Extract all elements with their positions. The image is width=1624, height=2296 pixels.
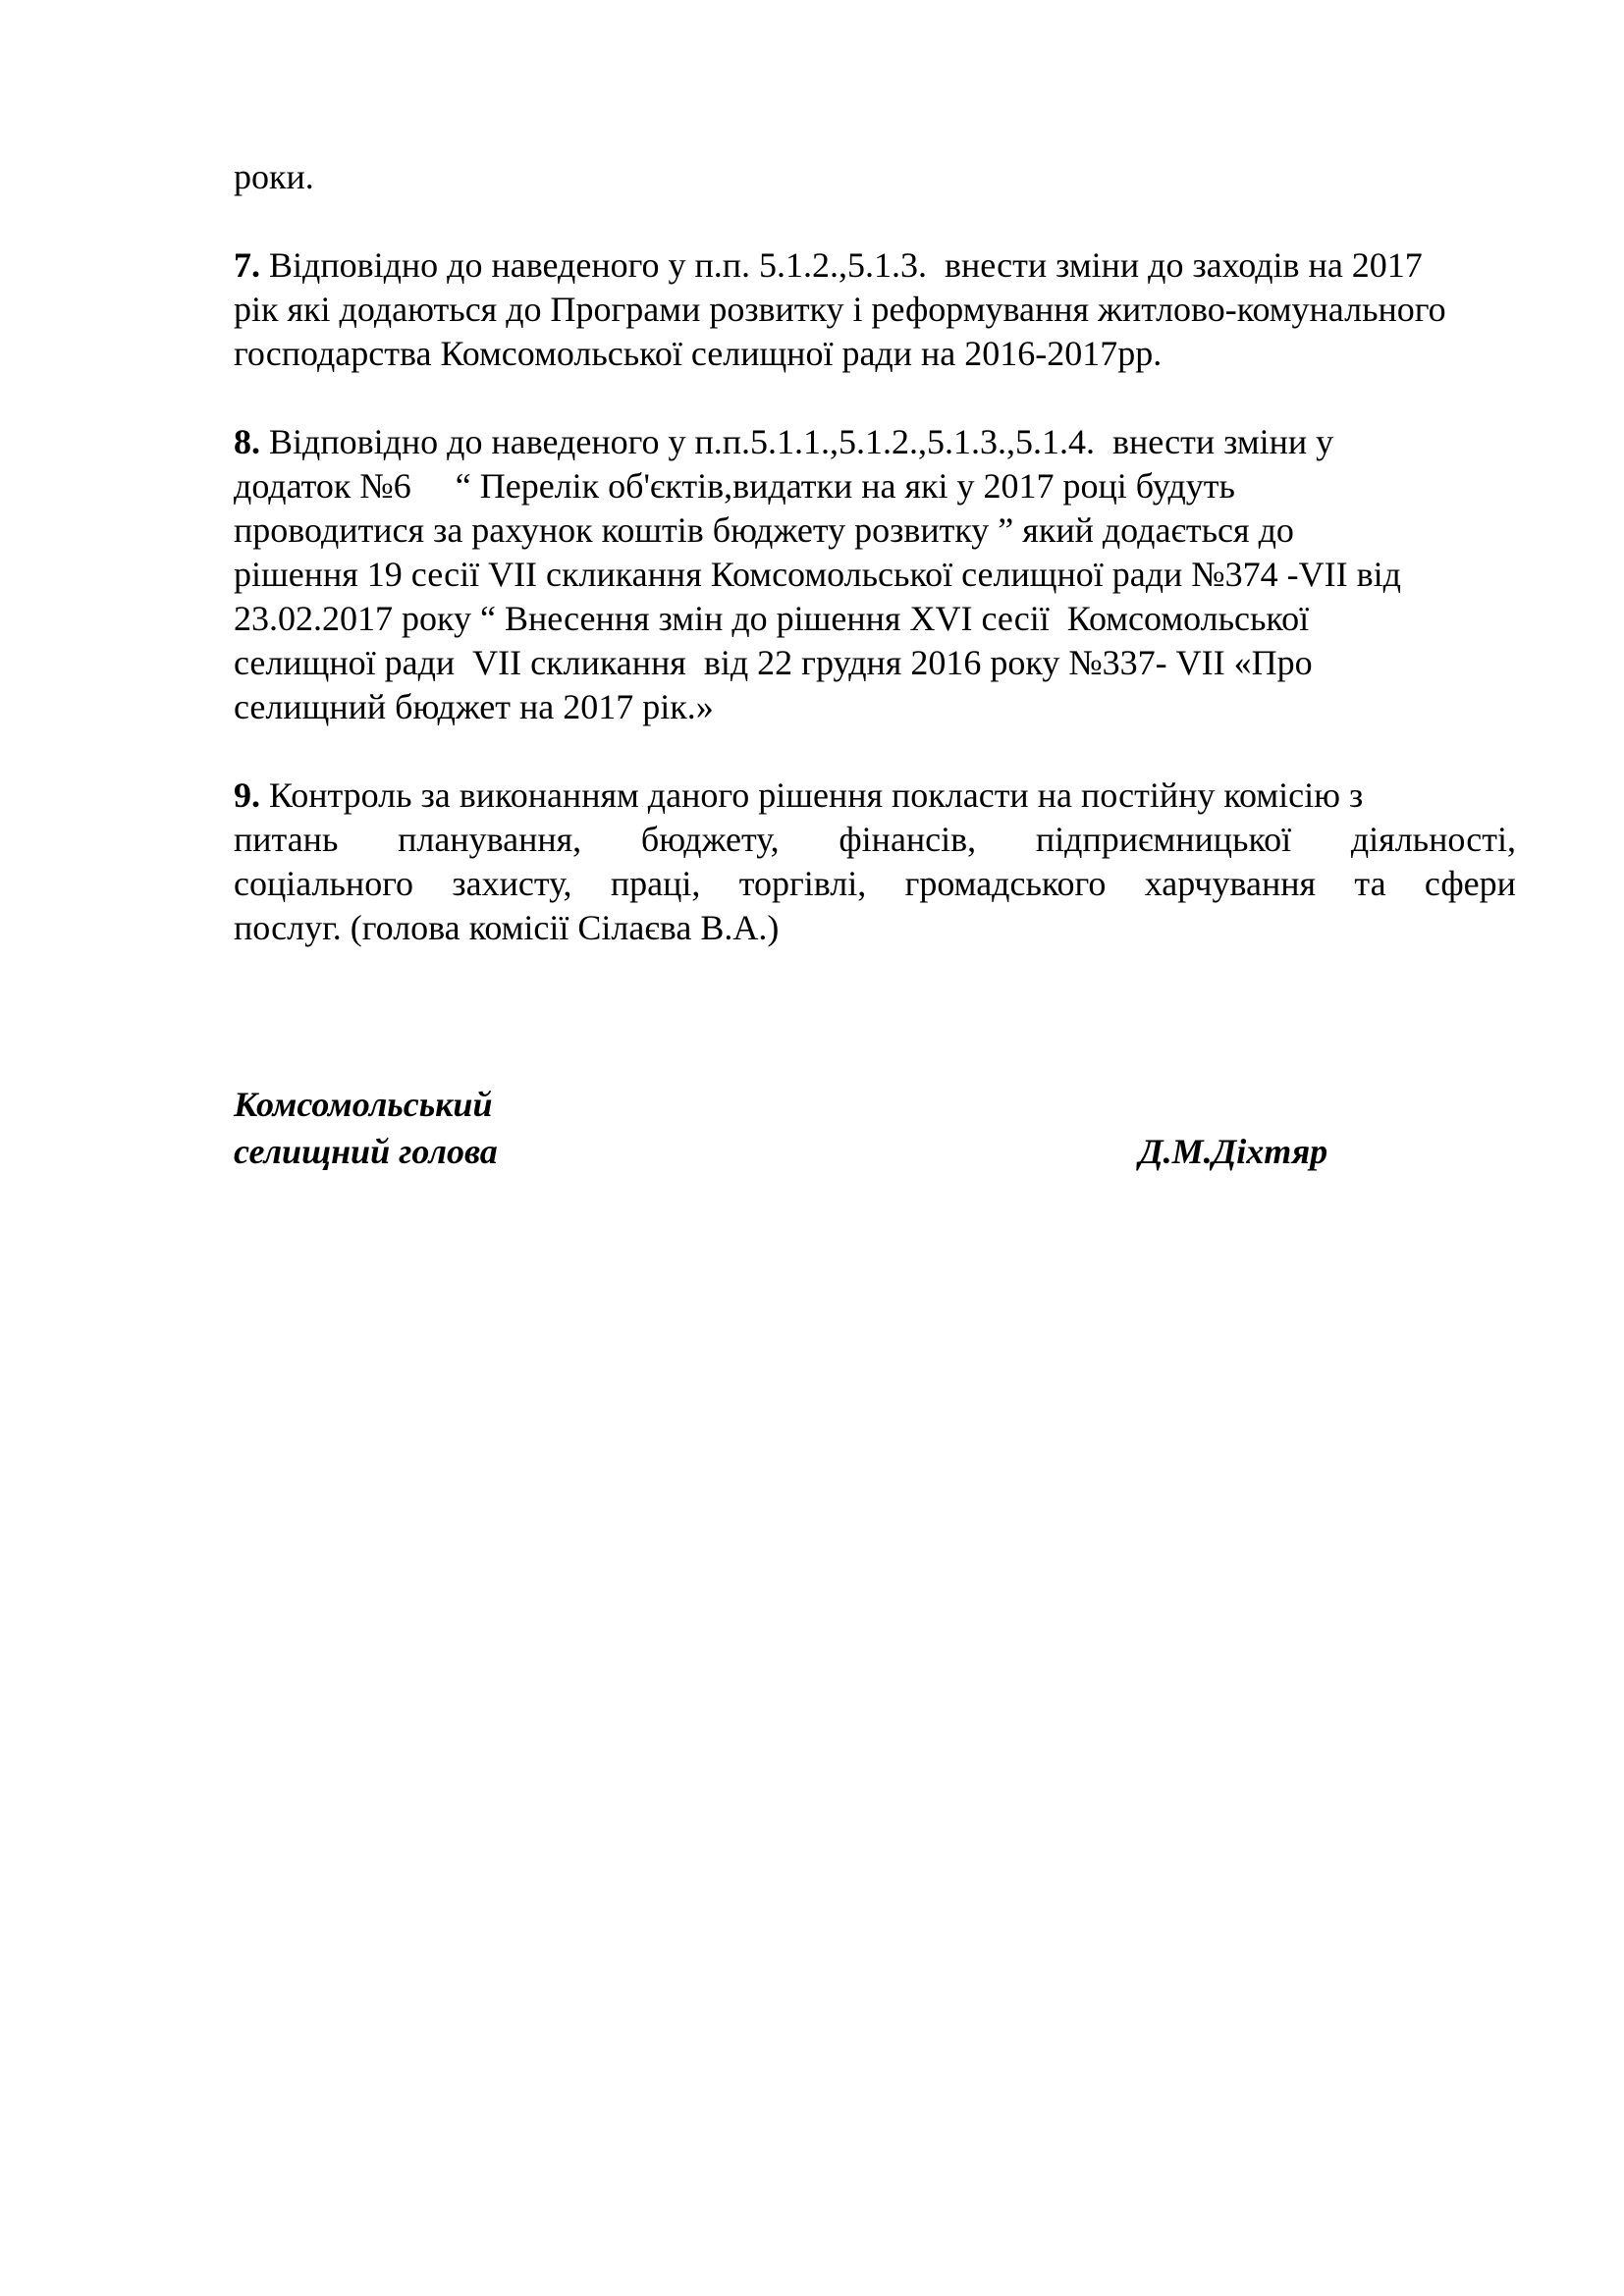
signatory-name: Д.М.Діхтяр <box>1139 1132 1328 1171</box>
item-9-lead <box>234 774 1363 817</box>
item-9-text: Контроль за виконанням даного рішення покласти на постійну комісію з <box>269 775 1364 815</box>
item-9-word: харчування <box>1144 864 1317 903</box>
item-7-line-1 <box>234 243 1423 287</box>
item-9-word: підприємницької <box>1035 820 1292 859</box>
item-9-word: захисту, <box>452 864 572 903</box>
item-8-line-1 <box>234 420 1333 463</box>
item-7-text: Відповідно до наведеного у п.п. 5.1.2.,5.1.3. внести зміни до заходів на 2017 <box>260 245 1423 285</box>
signatory-title-line-1: Комсомольський <box>234 1085 493 1124</box>
item-9-word: праці, <box>610 864 701 903</box>
item-8-line-7: селищний бюджет на 2017 рік.» <box>234 687 714 726</box>
item-7-line-3: господарства Комсомольської селищної ради на 2016-2017рр. <box>234 334 1163 373</box>
item-8-line-5: 23.02.2017 року “ Внесення змін до рішення XVI сесії Комсомольської <box>234 599 1310 638</box>
item-9-word: планування, <box>398 820 582 859</box>
item-9-line-4: послуг. (голова комісії Сілаєва В.А.) <box>234 908 780 947</box>
item-9-word: бюджету, <box>640 820 780 859</box>
item-9-line-2 <box>234 818 1516 861</box>
item-8-number: 8. <box>234 422 260 461</box>
item-9-line-1 <box>234 774 1516 817</box>
signatory-title-line-2: селищний голова <box>234 1132 498 1171</box>
item-9-number: 9. <box>234 775 260 815</box>
item-9-word: торгівлі, <box>738 864 867 903</box>
item-9-word: та <box>1354 864 1386 903</box>
item-7-number: 7. <box>234 245 260 285</box>
item-9-word: фінансів, <box>839 820 977 859</box>
item-9-word: сфери <box>1424 864 1516 903</box>
item-9-word: соціального <box>234 864 414 903</box>
item-8-text: Відповідно до наведеного у п.п.5.1.1.,5.1.2.,5.1.3.,5.1.4. внести зміни у <box>260 422 1334 461</box>
item-9-word: громадського <box>904 864 1107 903</box>
item-9-line-3 <box>234 862 1516 905</box>
item-8-line-2: додаток №6 “ Перелік об'єктів,видатки на які у 2017 році будуть <box>234 466 1235 506</box>
item-8-line-4: рішення 19 сесії VII скликання Комсомольської селищної ради №374 -VII від <box>234 555 1401 594</box>
item-9-word: питань <box>234 820 339 859</box>
item-9-word: діяльності, <box>1350 820 1516 859</box>
item-8-line-6: селищної ради VII скликання від 22 грудня 2016 року №337- VII «Про <box>234 643 1313 682</box>
item-7-line-2: рік які додаються до Програми розвитку і реформування житлово-комунального <box>234 290 1446 329</box>
item-8-line-3: проводитися за рахунок коштів бюджету розвитку ” який додається до <box>234 510 1294 550</box>
continuation-text: роки. <box>234 157 314 196</box>
